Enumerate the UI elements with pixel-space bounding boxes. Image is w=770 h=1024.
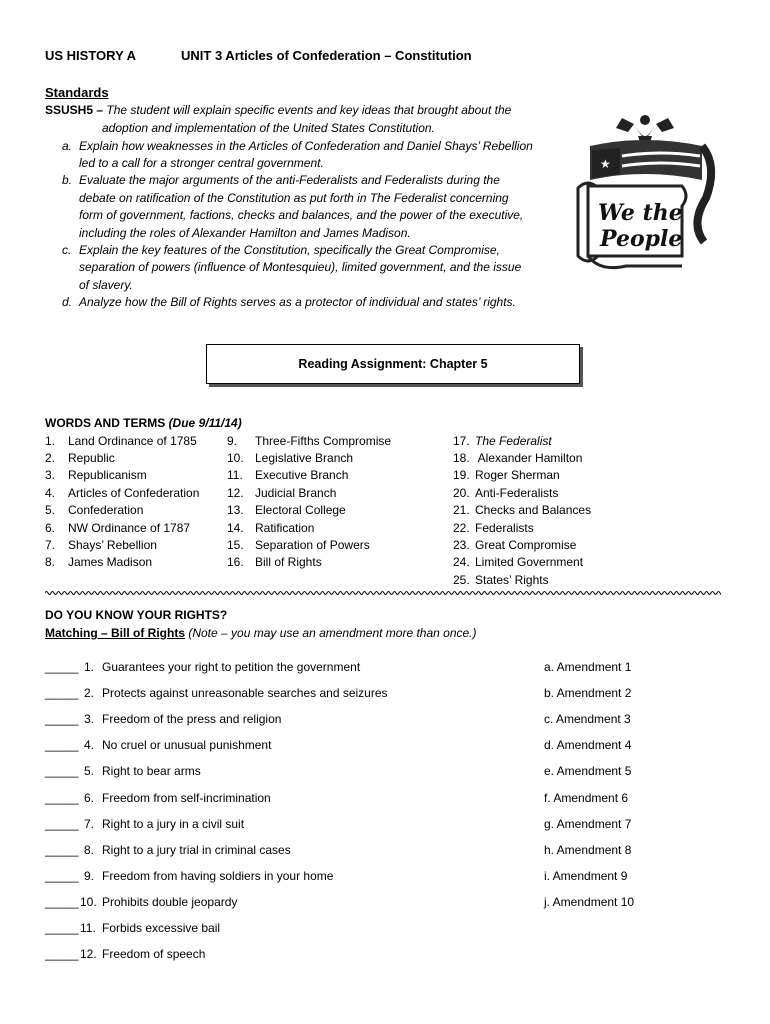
matching-number: 10. bbox=[80, 894, 97, 909]
term-item bbox=[45, 503, 143, 517]
matching-label: Matching – Bill of Rights bbox=[45, 626, 185, 640]
term-text: Electoral College bbox=[255, 503, 346, 518]
matching-item bbox=[45, 817, 244, 831]
matching-number: 11. bbox=[80, 921, 96, 935]
standard-intro bbox=[45, 102, 511, 119]
matching-number: 3. bbox=[84, 712, 95, 727]
term-number: 1. bbox=[45, 433, 56, 448]
amendment-option: f. Amendment 6 bbox=[544, 790, 629, 805]
amendment-option: e. Amendment 5 bbox=[544, 764, 632, 779]
course-title: US HISTORY A bbox=[45, 48, 137, 63]
matching-item bbox=[45, 764, 201, 778]
term-item bbox=[45, 521, 190, 535]
matching-text: Forbids excessive bail bbox=[102, 921, 221, 935]
answer-blank[interactable]: _____ bbox=[45, 947, 79, 962]
standard-intro-line2: adoption and implementation of the United States Constitution. bbox=[102, 121, 435, 135]
term-number: 7. bbox=[45, 537, 56, 552]
answer-blank[interactable]: _____ bbox=[45, 842, 79, 857]
term-item bbox=[453, 555, 583, 569]
unit-title: UNIT 3 Articles of Confederation – Constitution bbox=[181, 48, 472, 63]
matching-text: Right to a jury trial in criminal cases bbox=[102, 842, 291, 857]
term-item bbox=[453, 538, 576, 552]
amendment-option: b. Amendment 2 bbox=[544, 686, 632, 701]
term-number: 20. bbox=[453, 485, 470, 500]
term-text: Ratification bbox=[255, 520, 315, 535]
term-text: Anti-Federalists bbox=[475, 485, 559, 500]
matching-number: 7. bbox=[84, 816, 95, 831]
term-number: 13. bbox=[227, 503, 244, 518]
answer-blank[interactable]: _____ bbox=[45, 764, 79, 779]
term-number: 24. bbox=[453, 555, 470, 570]
answer-blank[interactable]: _____ bbox=[45, 660, 79, 674]
standard-code: SSUSH5 – bbox=[45, 103, 104, 117]
matching-number: 9. bbox=[84, 868, 95, 883]
words-due-date: (Due 9/11/14) bbox=[168, 416, 242, 430]
standard-item-line: including the roles of Alexander Hamilton and James Madison. bbox=[79, 225, 411, 240]
matching-text: Freedom from having soldiers in your home bbox=[102, 868, 334, 883]
term-text: Great Compromise bbox=[475, 537, 577, 552]
answer-blank[interactable]: _____ bbox=[45, 790, 79, 805]
logo-text-line2: People bbox=[600, 226, 683, 252]
term-text: Shays’ Rebellion bbox=[68, 537, 157, 552]
term-text: States’ Rights bbox=[475, 572, 549, 587]
svg-text:★: ★ bbox=[600, 157, 611, 171]
term-item bbox=[227, 451, 353, 465]
matching-text: Right to bear arms bbox=[102, 764, 201, 779]
matching-text: Prohibits double jeopardy bbox=[102, 894, 238, 909]
term-item bbox=[45, 538, 157, 552]
standard-item-text: Evaluate the major arguments of the anti-Federalists and Federalists during the bbox=[79, 173, 500, 188]
term-item bbox=[227, 486, 336, 500]
matching-item bbox=[45, 869, 333, 883]
answer-blank[interactable]: _____ bbox=[45, 738, 79, 753]
standard-item bbox=[62, 138, 533, 155]
term-text: Legislative Branch bbox=[255, 450, 354, 465]
term-number: 11. bbox=[227, 468, 243, 483]
logo-text-line1: We the bbox=[598, 200, 683, 226]
matching-item bbox=[45, 895, 237, 909]
rights-heading: DO YOU KNOW YOUR RIGHTS? bbox=[45, 608, 228, 622]
term-number: 12. bbox=[227, 485, 244, 500]
term-item bbox=[453, 503, 591, 517]
we-the-people-logo bbox=[570, 106, 720, 281]
term-text: NW Ordinance of 1787 bbox=[68, 520, 191, 535]
amendment-option: c. Amendment 3 bbox=[544, 712, 631, 727]
standard-item-line: form of government, factions, checks and balances, and the power of the executive, bbox=[79, 208, 524, 223]
standards-heading: Standards bbox=[45, 85, 109, 100]
wavy-divider bbox=[45, 588, 721, 598]
matching-item bbox=[45, 660, 360, 674]
term-text: Federalists bbox=[475, 520, 534, 535]
standard-item-line: debate on ratification of the Constitution as put forth in The Federalist concerning bbox=[79, 190, 509, 205]
amendment-option: g. Amendment 7 bbox=[544, 816, 632, 831]
term-text: Three-Fifths Compromise bbox=[255, 433, 392, 448]
term-number: 22. bbox=[453, 520, 470, 535]
standard-item-label: a. bbox=[62, 138, 73, 153]
reading-assignment-box: Reading Assignment: Chapter 5 bbox=[206, 344, 580, 384]
standard-item-line: led to a call for a stronger central government. bbox=[79, 155, 324, 170]
standard-intro-line1: The student will explain specific events and key ideas that brought about the bbox=[106, 103, 512, 117]
term-item bbox=[453, 434, 552, 448]
term-text: Articles of Confederation bbox=[68, 485, 200, 500]
standard-item-label: d. bbox=[62, 295, 73, 310]
term-number: 18. bbox=[453, 450, 470, 465]
term-item bbox=[227, 555, 322, 569]
term-number: 25. bbox=[453, 572, 470, 587]
standard-item-line: separation of powers (influence of Montesquieu), limited government, and the issue bbox=[79, 260, 522, 275]
term-text: Separation of Powers bbox=[255, 537, 370, 552]
amendment-option: d. Amendment 4 bbox=[544, 738, 632, 753]
matching-number: 5. bbox=[84, 764, 95, 779]
matching-item bbox=[45, 712, 281, 726]
term-text: Confederation bbox=[68, 503, 144, 518]
matching-number: 8. bbox=[84, 842, 95, 857]
term-text: Checks and Balances bbox=[475, 503, 592, 518]
term-number: 16. bbox=[227, 555, 244, 570]
term-text: Limited Government bbox=[475, 555, 584, 570]
term-item bbox=[45, 486, 199, 500]
term-number: 6. bbox=[45, 520, 56, 535]
amendment-option: a. Amendment 1 bbox=[544, 660, 632, 674]
term-number: 21. bbox=[453, 503, 470, 518]
term-text: James Madison bbox=[68, 555, 153, 570]
term-text: Republic bbox=[68, 450, 115, 465]
matching-text: Freedom of speech bbox=[102, 947, 206, 962]
term-number: 17. bbox=[453, 433, 470, 448]
term-number: 10. bbox=[227, 450, 244, 465]
answer-blank[interactable]: _____ bbox=[45, 686, 79, 701]
standard-item-label: b. bbox=[62, 173, 73, 188]
matching-number: 4. bbox=[84, 738, 95, 753]
term-item bbox=[45, 434, 197, 448]
amendment-option: h. Amendment 8 bbox=[544, 842, 632, 857]
term-text: Roger Sherman bbox=[475, 468, 560, 483]
matching-instructions bbox=[45, 626, 477, 640]
term-item bbox=[453, 573, 549, 587]
term-text: Bill of Rights bbox=[255, 555, 322, 570]
words-heading bbox=[45, 416, 242, 430]
term-number: 3. bbox=[45, 468, 56, 483]
matching-text: Freedom of the press and religion bbox=[102, 712, 282, 727]
amendment-option: i. Amendment 9 bbox=[544, 868, 628, 883]
term-item bbox=[45, 555, 152, 569]
term-item bbox=[227, 468, 348, 482]
matching-text: Freedom from self-incrimination bbox=[102, 790, 271, 805]
standard-item-text: Explain how weaknesses in the Articles of Confederation and Daniel Shays’ Rebellion bbox=[79, 138, 533, 153]
matching-item bbox=[45, 686, 388, 700]
term-item bbox=[453, 468, 560, 482]
standard-item-line: of slavery. bbox=[79, 277, 133, 292]
amendment-option: j. Amendment 10 bbox=[544, 894, 635, 909]
answer-blank[interactable]: _____ bbox=[45, 816, 79, 831]
term-text: Republicanism bbox=[68, 468, 147, 483]
matching-item bbox=[45, 738, 271, 752]
standard-item-text: Explain the key features of the Constitution, specifically the Great Compromise, bbox=[79, 242, 500, 257]
term-text: Land Ordinance of 1785 bbox=[68, 433, 197, 448]
term-number: 2. bbox=[45, 450, 56, 465]
standard-item bbox=[62, 294, 516, 311]
term-item bbox=[227, 434, 391, 448]
matching-text: Guarantees your right to petition the government bbox=[102, 660, 361, 674]
standard-item-label: c. bbox=[62, 242, 72, 257]
term-number: 4. bbox=[45, 485, 56, 500]
matching-item bbox=[45, 791, 271, 805]
matching-text: Right to a jury in a civil suit bbox=[102, 816, 245, 831]
term-number: 19. bbox=[453, 468, 470, 483]
matching-number: 12. bbox=[80, 947, 97, 962]
term-item bbox=[227, 503, 346, 517]
term-text: Judicial Branch bbox=[255, 485, 337, 500]
term-number: 5. bbox=[45, 503, 56, 518]
matching-note: (Note – you may use an amendment more than once.) bbox=[188, 626, 477, 640]
standard-item bbox=[62, 172, 500, 189]
matching-item bbox=[45, 947, 205, 961]
term-item bbox=[45, 468, 147, 482]
answer-blank[interactable]: _____ bbox=[45, 921, 79, 935]
matching-text: Protects against unreasonable searches and seizures bbox=[102, 686, 388, 701]
term-item bbox=[227, 521, 314, 535]
answer-blank[interactable]: _____ bbox=[45, 712, 79, 727]
standard-item-text: Analyze how the Bill of Rights serves as a protector of individual and states’ rights. bbox=[79, 295, 516, 310]
matching-item bbox=[45, 843, 291, 857]
matching-number: 2. bbox=[84, 686, 95, 701]
matching-item bbox=[45, 921, 220, 935]
words-heading-text: WORDS AND TERMS bbox=[45, 416, 166, 430]
answer-blank[interactable]: _____ bbox=[45, 894, 79, 909]
term-number: 14. bbox=[227, 520, 244, 535]
matching-text: No cruel or unusual punishment bbox=[102, 738, 272, 753]
term-item bbox=[453, 486, 558, 500]
term-number: 15. bbox=[227, 537, 244, 552]
term-item bbox=[453, 521, 534, 535]
matching-number: 1. bbox=[84, 660, 95, 674]
term-number: 8. bbox=[45, 555, 56, 570]
term-item bbox=[453, 451, 582, 465]
answer-blank[interactable]: _____ bbox=[45, 868, 79, 883]
term-item bbox=[227, 538, 370, 552]
term-number: 9. bbox=[227, 433, 238, 448]
term-text: Executive Branch bbox=[255, 468, 349, 483]
matching-number: 6. bbox=[84, 790, 95, 805]
standard-item bbox=[62, 242, 500, 259]
term-text: The Federalist bbox=[475, 433, 552, 448]
term-text: Alexander Hamilton bbox=[475, 450, 583, 465]
term-item bbox=[45, 451, 115, 465]
term-number: 23. bbox=[453, 537, 470, 552]
